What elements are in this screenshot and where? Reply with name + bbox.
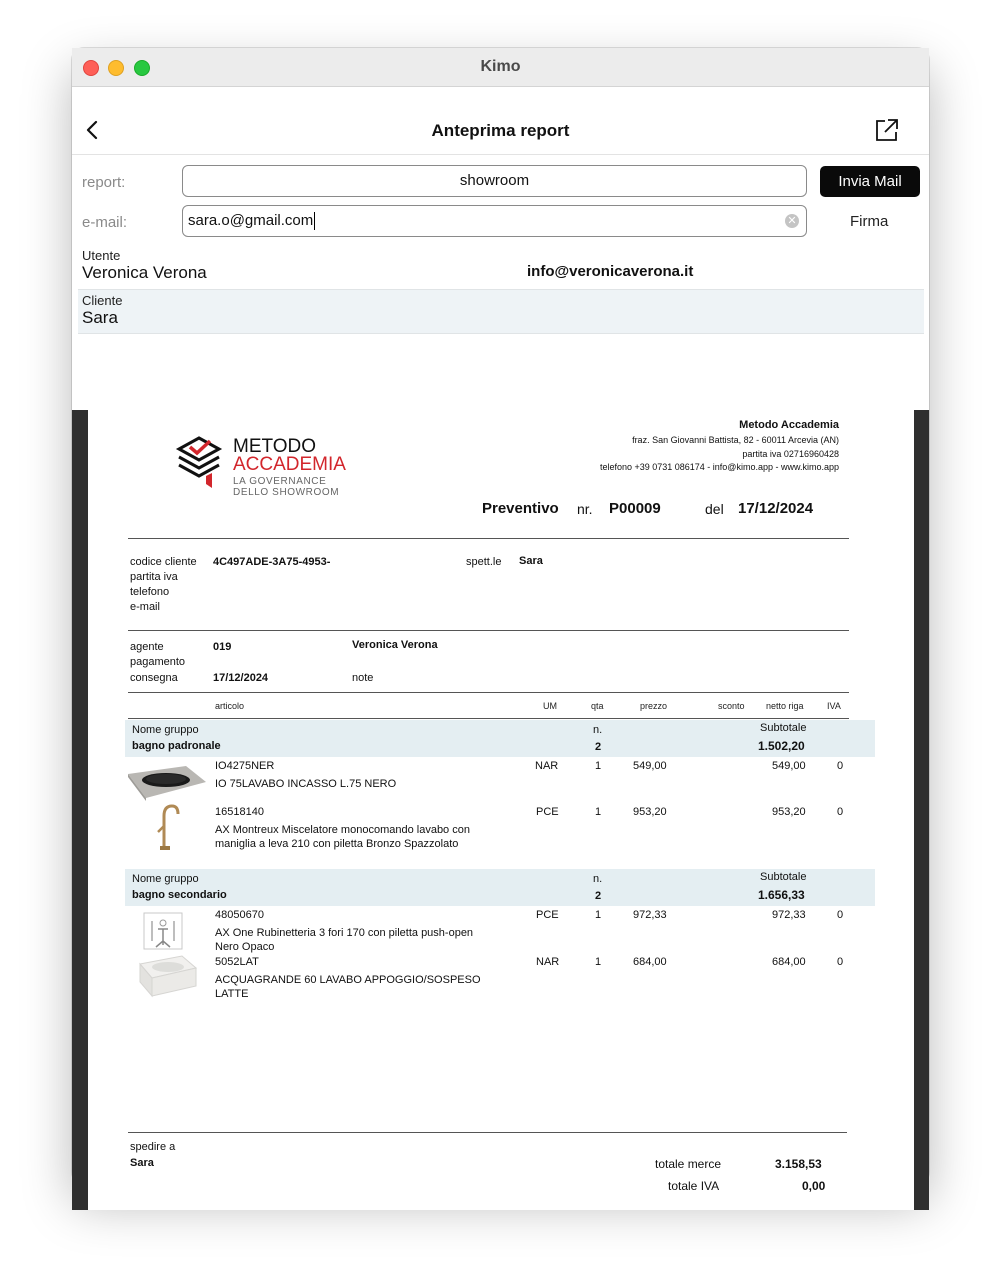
quote-nr-label: nr. — [577, 501, 593, 517]
group-subtotal: 1.502,20 — [758, 739, 805, 753]
agent-code: 019 — [213, 641, 232, 653]
group-subtotal-label: Subtotale — [760, 871, 807, 883]
divider — [128, 538, 849, 539]
report-value: showroom — [459, 172, 530, 189]
company-contacts: telefono +39 0731 086174 - info@kimo.app - www.kimo.app — [599, 462, 839, 472]
item-description-line2: LATTE — [215, 988, 249, 1000]
item-qty: 1 — [595, 956, 602, 968]
total-goods-value: 3.158,53 — [775, 1157, 822, 1171]
total-vat-label: totale IVA — [668, 1179, 720, 1193]
sign-button[interactable]: Firma — [850, 213, 889, 230]
col-price: prezzo — [640, 701, 668, 711]
email-field[interactable] — [182, 205, 807, 237]
item-um: NAR — [536, 956, 560, 968]
item-code: IO4275NER — [215, 760, 275, 772]
client-row[interactable] — [78, 289, 924, 334]
spett-value: Sara — [519, 555, 543, 567]
window-title: Kimo — [480, 58, 521, 75]
item-description-line2: maniglia a leva 210 con piletta Bronzo Spazzolato — [215, 838, 459, 850]
item-price: 684,00 — [633, 956, 667, 968]
group-n-label: n. — [593, 724, 603, 736]
report-label: report: — [82, 174, 126, 191]
item-vat: 0 — [837, 760, 844, 772]
item-description: AX Montreux Miscelatore monocomando lavabo con — [215, 824, 470, 836]
item-qty: 1 — [595, 760, 602, 772]
customer-vat-label: partita iva — [130, 571, 178, 583]
group-subtotal: 1.656,33 — [758, 888, 805, 902]
total-goods-label: totale merce — [655, 1157, 722, 1171]
item-net: 684,00 — [772, 956, 806, 968]
ship-to-value: Sara — [130, 1157, 154, 1169]
user-email: info@veronicaverona.it — [527, 263, 694, 280]
send-mail-button[interactable]: Invia Mail — [820, 166, 920, 197]
item-code: 16518140 — [215, 806, 264, 818]
agent-name: Veronica Verona — [352, 639, 438, 651]
divider — [128, 718, 849, 719]
email-value: sara.o@gmail.com — [188, 212, 314, 229]
customer-code-label: codice cliente — [130, 556, 197, 568]
white-basin-thumbnail — [136, 950, 200, 1000]
group-label: Nome gruppo — [132, 724, 199, 736]
company-vat: partita iva 02716960428 — [742, 449, 839, 459]
item-vat: 0 — [837, 956, 844, 968]
item-vat: 0 — [837, 909, 844, 921]
logo-tagline1: LA GOVERNANCE — [233, 476, 327, 487]
tap-technical-drawing-thumbnail — [138, 907, 188, 955]
item-vat: 0 — [837, 806, 844, 818]
logo-tagline2: DELLO SHOWROOM — [233, 487, 340, 498]
divider — [128, 1132, 847, 1133]
quote-date: 17/12/2024 — [738, 500, 814, 517]
item-price: 972,33 — [633, 909, 667, 921]
page-title: Anteprima report — [431, 121, 570, 140]
payment-label: pagamento — [130, 656, 186, 668]
col-article: articolo — [215, 701, 245, 711]
col-um: UM — [543, 701, 557, 711]
item-description: AX One Rubinetteria 3 fori 170 con piletta push-open — [215, 927, 474, 939]
customer-email-label: e-mail — [130, 601, 160, 613]
group-n-label: n. — [593, 873, 603, 885]
black-basin-thumbnail — [126, 760, 208, 802]
user-label: Utente — [82, 248, 121, 263]
report-preview — [72, 410, 929, 1210]
title-bar — [72, 48, 929, 87]
item-net: 972,33 — [772, 909, 806, 921]
group-name: bagno padronale — [132, 740, 221, 752]
item-price: 953,20 — [633, 806, 667, 818]
divider — [128, 630, 849, 631]
client-label: Cliente — [82, 293, 123, 308]
ship-to-label: spedire a — [130, 1141, 176, 1153]
email-label: e-mail: — [82, 214, 128, 231]
item-net: 953,20 — [772, 806, 806, 818]
bronze-faucet-thumbnail — [152, 802, 180, 852]
delivery-label: consegna — [130, 672, 178, 684]
item-description-line2: Nero Opaco — [215, 941, 275, 953]
col-discount: sconto — [718, 701, 745, 711]
group-subtotal-label: Subtotale — [760, 722, 807, 734]
quote-label: Preventivo — [482, 500, 559, 517]
group-label: Nome gruppo — [132, 873, 199, 885]
spett-label: spett.le — [466, 556, 502, 568]
clear-field-icon[interactable]: ✕ — [785, 214, 799, 228]
client-name: Sara — [82, 308, 118, 327]
app-window — [72, 48, 929, 1193]
quote-date-label: del — [705, 501, 724, 517]
item-um: PCE — [536, 806, 559, 818]
divider — [128, 692, 849, 693]
nav-bar — [72, 86, 929, 155]
item-code: 5052LAT — [215, 956, 259, 968]
item-description: IO 75LAVABO INCASSO L.75 NERO — [215, 778, 397, 790]
delivery-date: 17/12/2024 — [213, 672, 269, 684]
text-caret — [314, 212, 315, 230]
total-vat-value: 0,00 — [802, 1179, 826, 1193]
item-qty: 1 — [595, 909, 602, 921]
item-um: NAR — [535, 760, 559, 772]
user-name: Veronica Verona — [82, 263, 207, 282]
item-net: 549,00 — [772, 760, 806, 772]
col-qty: qta — [591, 701, 604, 711]
logo-line2: ACCADEMIA — [233, 454, 346, 475]
item-um: PCE — [536, 909, 559, 921]
quote-document — [88, 410, 914, 1210]
group-count: 2 — [595, 741, 602, 753]
notes-label: note — [352, 672, 374, 684]
company-address: fraz. San Giovanni Battista, 82 - 60011 Arcevia (AN) — [632, 435, 839, 445]
logo-line1: METODO — [233, 436, 317, 457]
quote-number: P00009 — [609, 500, 661, 517]
item-price: 549,00 — [633, 760, 667, 772]
company-name: Metodo Accademia — [739, 419, 839, 431]
item-qty: 1 — [595, 806, 602, 818]
group-name: bagno secondario — [132, 889, 227, 901]
col-vat: IVA — [827, 701, 841, 711]
customer-phone-label: telefono — [130, 586, 170, 598]
col-net: netto riga — [766, 701, 804, 711]
item-code: 48050670 — [215, 909, 264, 921]
customer-code: 4C497ADE-3A75-4953- — [213, 556, 331, 568]
item-description: ACQUAGRANDE 60 LAVABO APPOGGIO/SOSPESO — [215, 974, 481, 986]
share-export-icon[interactable] — [874, 117, 900, 143]
group-count: 2 — [595, 890, 602, 902]
report-select[interactable] — [182, 165, 807, 197]
agent-label: agente — [130, 641, 164, 653]
metodo-accademia-logo-icon — [176, 436, 222, 490]
